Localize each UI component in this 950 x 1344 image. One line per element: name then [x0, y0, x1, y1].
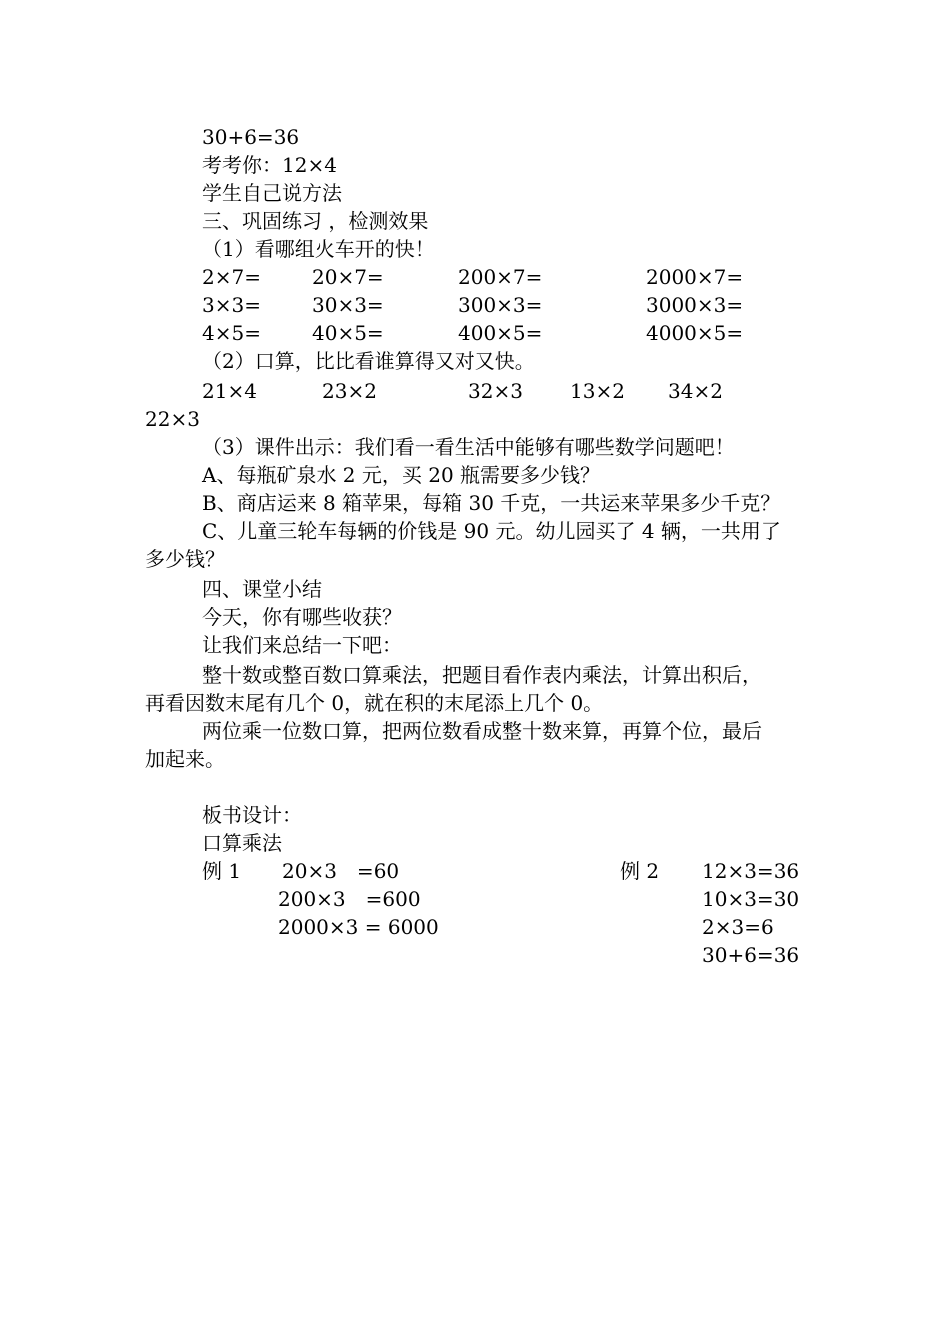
exercise-item: 40×5=: [312, 321, 384, 345]
text-line: 口算乘法: [202, 831, 282, 855]
text-line: 再看因数末尾有几个 0，就在积的末尾添上几个 0。: [145, 691, 604, 715]
text-line: 两位乘一位数口算，把两位数看成整十数来算，再算个位，最后: [202, 719, 762, 743]
text-line: 加起来。: [145, 747, 225, 771]
text-line: 整十数或整百数口算乘法，把题目看作表内乘法，计算出积后，: [202, 663, 762, 687]
exercise-item: 20×7=: [312, 265, 384, 289]
equation: 30+6=36: [702, 943, 800, 967]
text-line: 学生自己说方法: [202, 181, 342, 205]
exercise-item: 32×3: [468, 379, 523, 403]
exercise-item: 2×7=: [202, 265, 261, 289]
text-line: 30+6=36: [202, 125, 300, 149]
equation: 20×3 =60: [282, 859, 400, 883]
text-line: （3）课件出示：我们看一看生活中能够有哪些数学问题吧！: [202, 435, 735, 459]
exercise-item: 300×3=: [458, 293, 543, 317]
exercise-item: 2000×7=: [646, 265, 744, 289]
example-label: 例 2: [620, 859, 660, 883]
text-line: （2）口算，比比看谁算得又对又快。: [202, 349, 535, 373]
exercise-item: 400×5=: [458, 321, 543, 345]
text-line: B、商店运来 8 箱苹果，每箱 30 千克，一共运来苹果多少千克？: [202, 491, 781, 515]
exercise-item: 3×3=: [202, 293, 261, 317]
exercise-item: 30×3=: [312, 293, 384, 317]
exercise-item: 3000×3=: [646, 293, 744, 317]
equation: 2×3=6: [702, 915, 774, 939]
equation: 2000×3 = 6000: [278, 915, 439, 939]
section-heading: 四、课堂小结: [202, 577, 322, 601]
exercise-item: 13×2: [570, 379, 625, 403]
text-line: 让我们来总结一下吧：: [202, 633, 402, 657]
section-heading: 三、巩固练习 ，检测效果: [202, 209, 429, 233]
text-line: C、儿童三轮车每辆的价钱是 90 元。幼儿园买了 4 辆，一共用了: [202, 519, 781, 543]
equation: 12×3=36: [702, 859, 800, 883]
exercise-item: 23×2: [322, 379, 377, 403]
exercise-item: 22×3: [145, 407, 200, 431]
exercise-item: 4×5=: [202, 321, 261, 345]
equation: 10×3=30: [702, 887, 800, 911]
equation: 200×3 =600: [278, 887, 421, 911]
exercise-item: 34×2: [668, 379, 723, 403]
text-line: （1）看哪组火车开的快！: [202, 237, 435, 261]
exercise-item: 200×7=: [458, 265, 543, 289]
exercise-item: 4000×5=: [646, 321, 744, 345]
example-label: 例 1: [202, 859, 242, 883]
text-line: 多少钱？: [145, 547, 225, 571]
text-line: 今天，你有哪些收获？: [202, 605, 402, 629]
exercise-item: 21×4: [202, 379, 257, 403]
text-line: 考考你：12×4: [202, 153, 337, 177]
text-line: A、每瓶矿泉水 2 元，买 20 瓶需要多少钱？: [202, 463, 601, 487]
section-heading: 板书设计：: [202, 803, 302, 827]
